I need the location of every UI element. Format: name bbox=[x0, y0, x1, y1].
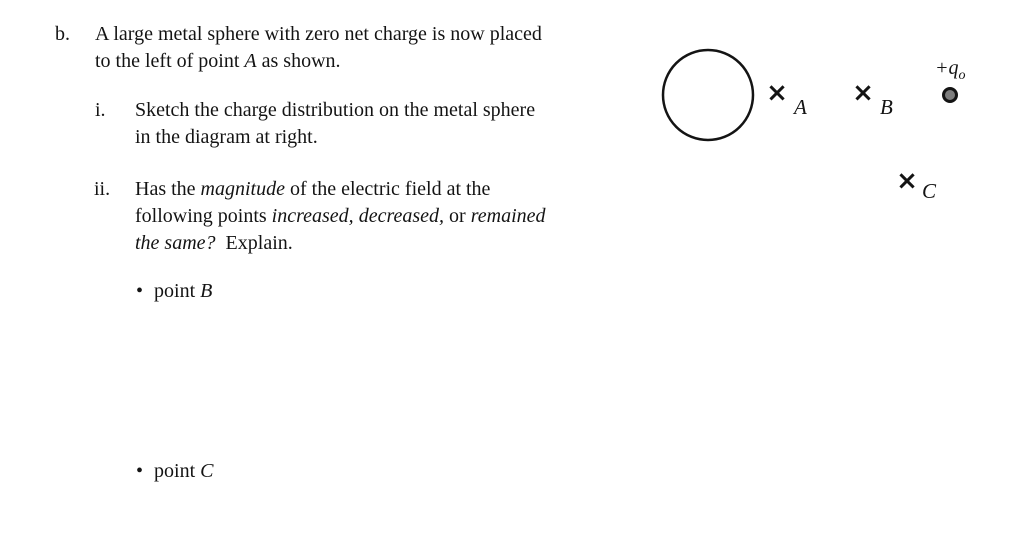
statement-text: as shown. bbox=[256, 50, 341, 72]
point-c-cross-icon: × bbox=[896, 166, 918, 196]
point-c-label: C bbox=[922, 179, 937, 203]
item-ii-text-seg: Has the bbox=[135, 178, 201, 200]
item-i-text-line: in the diagram at right. bbox=[135, 126, 318, 148]
emphasis-decreased: decreased, bbox=[358, 205, 445, 227]
point-b-letter: B bbox=[200, 280, 213, 302]
bullet-point-c-text: point bbox=[154, 460, 201, 482]
emphasis-increased: increased, bbox=[271, 205, 354, 227]
item-ii-line-2 bbox=[135, 203, 546, 230]
item-ii-text-seg: following points bbox=[135, 205, 272, 227]
item-ii-line-1 bbox=[135, 176, 546, 203]
charge-label-main: +q bbox=[935, 57, 959, 79]
point-b-cross-icon: × bbox=[852, 78, 874, 108]
point-b-label: B bbox=[880, 95, 893, 119]
emphasis-magnitude: magnitude bbox=[200, 178, 285, 200]
point-a-reference: A bbox=[244, 50, 257, 72]
part-b-statement bbox=[95, 21, 542, 75]
item-ii-text bbox=[135, 176, 546, 257]
item-i-text bbox=[135, 97, 535, 151]
charge-diagram bbox=[630, 30, 1024, 220]
point-a-label: A bbox=[794, 95, 807, 119]
part-b-label: b. bbox=[55, 23, 70, 45]
item-i-label: i. bbox=[95, 99, 106, 121]
bullet-point-b bbox=[136, 278, 212, 305]
charge-label-subscript: o bbox=[958, 68, 966, 83]
charge-qo-label bbox=[935, 57, 966, 83]
metal-sphere bbox=[663, 50, 753, 140]
bullet-icon: • bbox=[136, 280, 144, 302]
bullet-point-c bbox=[136, 458, 213, 485]
item-i-line-2 bbox=[135, 124, 535, 151]
statement-line-1 bbox=[95, 21, 542, 48]
item-i-line-1 bbox=[135, 97, 535, 124]
statement-text: to the left of point bbox=[95, 50, 245, 72]
item-ii-text-seg: of the electric field at the bbox=[284, 178, 491, 200]
bullet-point-b-text: point bbox=[154, 280, 201, 302]
item-i-text-line: Sketch the charge distribution on the metal sphere bbox=[135, 99, 536, 121]
item-ii-label: ii. bbox=[94, 178, 111, 200]
statement-line-2 bbox=[95, 48, 542, 75]
bullet-icon: • bbox=[136, 460, 144, 482]
item-ii-text-seg: Explain. bbox=[215, 232, 293, 254]
charge-qo-dot-icon bbox=[944, 89, 957, 102]
item-ii-text-seg: or bbox=[444, 205, 471, 227]
emphasis-the-same: the same? bbox=[135, 232, 216, 254]
item-ii-line-3 bbox=[135, 230, 546, 257]
point-a-cross-icon: × bbox=[766, 78, 788, 108]
point-c-letter: C bbox=[200, 460, 214, 482]
statement-text: A large metal sphere with zero net charge is now placed bbox=[95, 23, 542, 45]
emphasis-remained: remained bbox=[470, 205, 546, 227]
